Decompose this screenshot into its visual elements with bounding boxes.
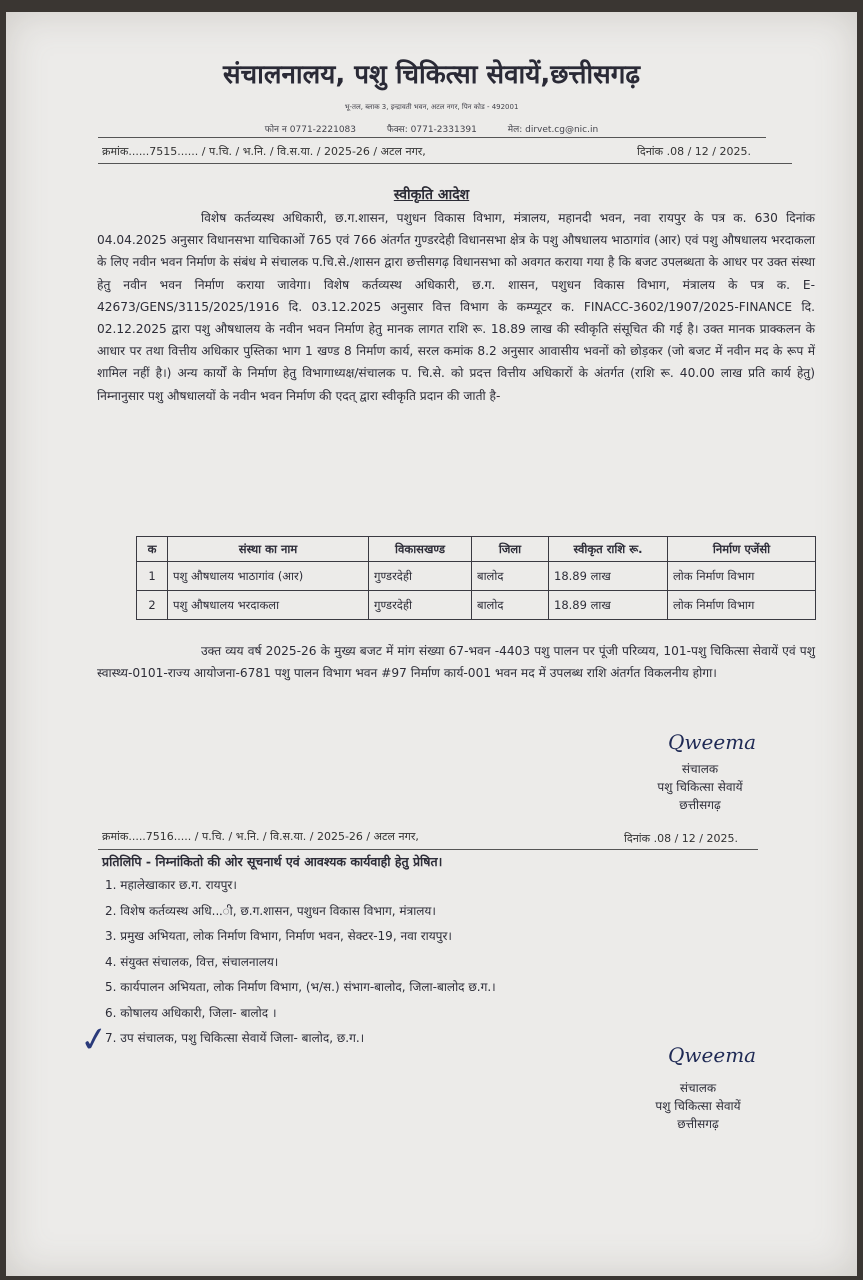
col-header-agency: निर्माण एजेंसी (668, 537, 816, 562)
order-heading: स्वीकृति आदेश (393, 187, 470, 203)
signatory-state: छत्तीसगढ़ (677, 1117, 719, 1131)
list-item: 6. कोषालय अधिकारी, जिला- बालोद । (105, 1005, 277, 1020)
signatory-department: पशु चिकित्सा सेवायें (655, 1099, 741, 1113)
cell-number: 1 (137, 562, 168, 591)
list-item: 3. प्रमुख अभियता, लोक निर्माण विभाग, निर्माण भवन, सेक्टर-19, नवा रायपुर। (105, 929, 452, 943)
list-item: 7. उप संचालक, पशु चिकित्सा सेवायें जिला- बालोद, छ.ग.। (105, 1031, 365, 1045)
cell-amount: 18.89 लाख (549, 591, 668, 620)
cell-amount: 18.89 लाख (549, 562, 668, 591)
cell-district: बालोद (472, 591, 549, 620)
signatory-block-1 (610, 760, 790, 814)
order-body (97, 207, 815, 407)
table-row (137, 562, 816, 591)
tick-mark-icon: ✓ (77, 1018, 112, 1062)
budget-paragraph: उक्त व्यय वर्ष 2025-26 के मुख्य बजट में मांग संख्या 67-भवन -4403 पशु पालन पर पूंजी परिव्यय, 101-पशु चिकित्सा सेवायें एवं पशु स्वास्थ्य-0101-राज्य आयोजना-6781 पशु पालन विभाग भवन #97 निर्माण कार्य-001 भवन मद में उपलब्ध राशि अंतर्गत विकलनीय होगा। (97, 644, 815, 681)
cell-number: 2 (137, 591, 168, 620)
director-signature-2: Qweema (668, 1043, 757, 1067)
cell-institution: पशु औषधालय भाठागांव (आर) (168, 562, 369, 591)
email-address: मेल: dirvet.cg@nic.in (507, 125, 599, 135)
cell-agency: लोक निर्माण विभाग (668, 562, 816, 591)
phone-number: फोन न 0771-2221083 (264, 125, 356, 135)
order-ref-2: क्रमांक.....7516..... / प.चि. / भ.नि. / वि.स.या. / 2025-26 / अटल नगर, (102, 830, 419, 843)
signatory-state: छत्तीसगढ़ (679, 798, 721, 812)
order-ref-1: क्रमांक......7515...... / प.चि. / भ.नि. / वि.स.या. / 2025-26 / अटल नगर, (102, 145, 426, 158)
signatory-designation: संचालक (681, 762, 719, 776)
sanction-table (136, 536, 816, 620)
table-row (137, 591, 816, 620)
col-header-number: क (137, 537, 168, 562)
signatory-department: पशु चिकित्सा सेवायें (657, 780, 743, 794)
col-header-institution: संस्था का नाम (168, 537, 369, 562)
list-item: 2. विशेष कर्तव्यस्थ अधि...ी, छ.ग.शासन, पशुधन विकास विभाग, मंत्रालय। (105, 903, 436, 918)
cell-block: गुण्डरदेही (369, 562, 472, 591)
cell-institution: पशु औषधालय भरदाकला (168, 591, 369, 620)
fax-number: फैक्स: 0771-2331391 (386, 125, 477, 135)
order-date-2: दिनांक .08 / 12 / 2025. (624, 832, 738, 845)
ref-divider-1 (98, 163, 792, 164)
signatory-block-2 (598, 1079, 798, 1133)
ref-divider-2 (98, 849, 758, 850)
table-header-row (137, 537, 816, 562)
copy-recipient-list (105, 876, 805, 1055)
office-address: भू-तल, ब्लाक 3, इन्द्रावती भवन, अटल नगर, पिन कोड - 492001 (344, 103, 519, 111)
signatory-designation: संचालक (679, 1081, 717, 1095)
header-divider (98, 137, 766, 138)
copy-heading: प्रतिलिपि - निम्नांकितो की ओर सूचनार्थ एवं आवश्यक कार्यवाही हेतु प्रेषित। (102, 854, 443, 869)
office-contact (0, 122, 863, 135)
order-date-1: दिनांक .08 / 12 / 2025. (637, 145, 751, 158)
col-header-block: विकासखण्ड (369, 537, 472, 562)
cell-block: गुण्डरदेही (369, 591, 472, 620)
director-signature-1: Qweema (668, 730, 757, 754)
budget-section (97, 640, 815, 684)
cell-agency: लोक निर्माण विभाग (668, 591, 816, 620)
cell-district: बालोद (472, 562, 549, 591)
list-item: 4. संयुक्त संचालक, वित्त, संचालनालय। (105, 954, 279, 969)
list-item: 1. महालेखाकार छ.ग. रायपुर। (105, 878, 237, 892)
col-header-amount: स्वीकृत राशि रू. (549, 537, 668, 562)
office-title: संचालनालय, पशु चिकित्सा सेवायें,छत्तीसगढ़ (223, 60, 640, 90)
col-header-district: जिला (472, 537, 549, 562)
body-paragraph: विशेष कर्तव्यस्थ अधिकारी, छ.ग.शासन, पशुधन विकास विभाग, मंत्रालय, महानदी भवन, नवा रायपुर के पत्र क. 630 दिनांक 04.04.2025 अनुसार विधानसभा याचिकाओं 765 एवं 766 अंतर्गत गुण्डरदेही विधानसभा क्षेत्र के पशु औषधालय भाठागांव (आर) एवं पशु औषधालय भरदाकला के लिए नवीन भवन निर्माण के संबंध मे संचालक प.चि.से./शासन द्वारा छत्तीसगढ़ विधानसभा को अवगत कराया गया है कि बजट उपलब्धता के आधर पर उक्त संस्था हेतु नवीन भवन निर्माण कराया जावेगा। विशेष कर्तव्यस्थ अधिकारी, छ.ग. शासन, पशुधन विकास विभाग, मंत्रालय के पत्र क. E-42673/GENS/3115/2025/1916 दि. 03.12.2025 अनुसार वित्त विभाग के कम्प्यूटर क. FINACC-3602/1907/2025-FINANCE दि. 02.12.2025 द्वारा पशु औषधालय के नवीन भवन निर्माण हेतु मानक लागत राशि रू. 18.89 लाख की स्वीकृति संसूचित की गई है। उक्त मानक प्राक्कलन के आधार पर तथा वित्तीय अधिकार पुस्तिका भाग 1 खण्ड 8 निर्माण कार्य, सरल कमांक 8.2 अनुसार आवासीय भवनों को छोड़कर (जो बजट में नवीन मद के रूप में शामिल नहीं है।) अन्य कार्यों के निर्माण हेतु विभागाध्यक्ष/संचालक प. चि.से. को प्रदत्त वित्तीय अधिकारों के अंतर्गत (राशि रू. 40.00 लाख प्रति कार्य हेतु) निम्नानुसार पशु औषधालयों के नवीन भवन निर्माण की एदत् द्वारा स्वीकृति प्रदान की जाती है- (97, 211, 815, 403)
list-item: 5. कार्यपालन अभियता, लोक निर्माण विभाग, (भ/स.) संभाग-बालोद, जिला-बालोद छ.ग.। (105, 980, 496, 994)
